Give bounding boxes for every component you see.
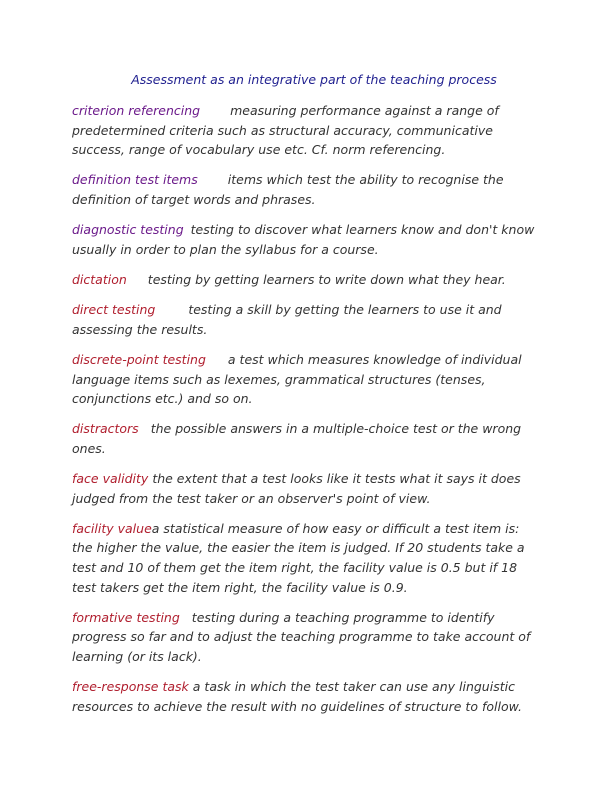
glossary-term: formative testing — [72, 609, 180, 625]
glossary-definition: testing by getting learners to write down what they hear. — [147, 271, 506, 287]
glossary-term: definition test items — [72, 172, 198, 188]
glossary-definition: testing a skill by getting the learners to use it and assessing the results. — [72, 302, 502, 337]
glossary-entry — [72, 270, 542, 290]
glossary-definition: testing to discover what learners know and don't know usually in order to plan the syllabus for a course. — [72, 222, 535, 257]
glossary-term: direct testing — [72, 302, 156, 318]
glossary-entry — [72, 350, 542, 409]
glossary-entry — [72, 469, 542, 508]
glossary-entry — [72, 519, 542, 597]
glossary-term: distractors — [72, 421, 139, 437]
glossary-definition: items which test the ability to recognise the definition of target words and phrases. — [72, 172, 504, 207]
glossary-term: diagnostic testing — [72, 222, 184, 238]
glossary-definition: a test which measures knowledge of individual language items such as lexemes, grammatical structures (tenses, conjunctions etc.) and so on. — [72, 351, 522, 407]
glossary-entry — [72, 608, 542, 667]
glossary-entry — [72, 677, 542, 716]
glossary-definition: testing during a teaching programme to identify progress so far and to adjust the teaching programme to take account of learning (or its lack). — [72, 609, 531, 664]
glossary-term: criterion referencing — [72, 103, 201, 118]
glossary-list — [72, 101, 542, 727]
glossary-entry — [72, 170, 542, 209]
glossary-entry — [72, 101, 542, 160]
glossary-definition: the extent that a test looks like it tests what it says it does judged from the test taker or an observer's point of view. — [72, 471, 521, 506]
glossary-term: dictation — [72, 271, 127, 287]
glossary-term: facility value — [72, 520, 152, 536]
glossary-definition: the possible answers in a multiple-choice test or the wrong ones. — [72, 421, 522, 456]
glossary-definition: a task in which the test taker can use any linguistic resources to achieve the result with no guidelines of structure to follow. — [72, 679, 522, 714]
glossary-entry — [72, 220, 542, 259]
glossary-entry — [72, 419, 542, 458]
glossary-definition: measuring performance against a range of predetermined criteria such as structural accuracy, communicative success, range of vocabulary use etc. Cf. norm referencing. — [72, 103, 499, 158]
glossary-term: face validity — [72, 471, 149, 487]
glossary-entry — [72, 300, 542, 339]
glossary-definition: a statistical measure of how easy or difficult a test item is: the higher the value, the easier the item is judged. If 20 students take a test and 10 of them get the item right, the facility value is 0.5 but if 18 test takers get the item right, the facility value is 0.9. — [72, 520, 525, 595]
glossary-term: discrete-point testing — [72, 351, 206, 367]
document-title: Assessment as an integrative part of the teaching process — [131, 72, 497, 87]
glossary-term: free-response task — [72, 679, 189, 695]
